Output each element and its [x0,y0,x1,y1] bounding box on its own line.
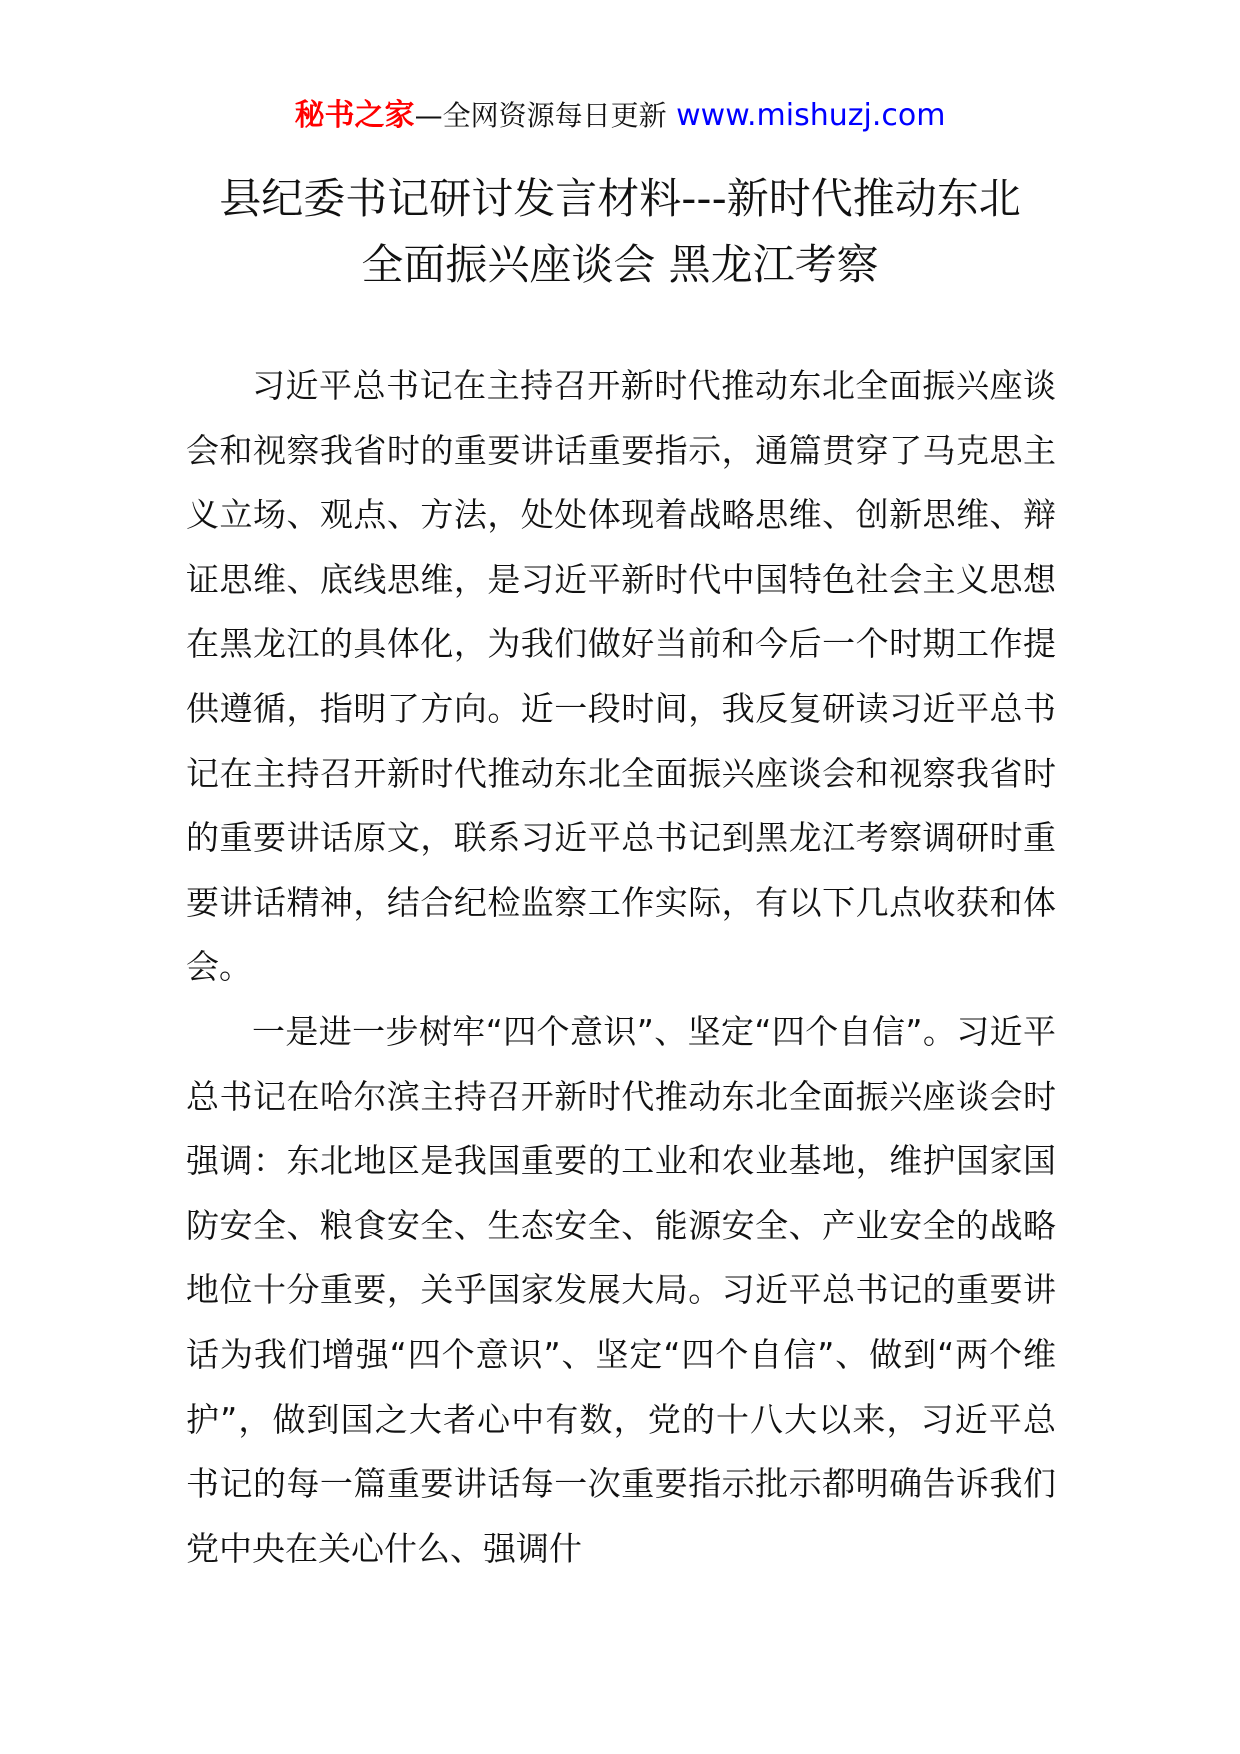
site-tagline: —全网资源每日更新 [414,99,667,132]
body-paragraph-1: 习近平总书记在主持召开新时代推动东北全面振兴座谈会和视察我省时的重要讲话重要指示，通篇贯穿了马克思主义立场、观点、方法，处处体现着战略思维、创新思维、辩证思维、底线思维，是习近平新时代中国特色社会主义思想在黑龙江的具体化，为我们做好当前和今后一个时期工作提供遵循，指明了方向。近一段时间，我反复研读习近平总书记在主持召开新时代推动东北全面振兴座谈会和视察我省时的重要讲话原文，联系习近平总书记到黑龙江考察调研时重要讲话精神，结合纪检监察工作实际，有以下几点收获和体会。 [186,366,1056,987]
document-title [160,166,1080,298]
document-title-line-2: 全面振兴座谈会 黑龙江考察 [361,240,879,289]
document-title-line-1: 县纪委书记研讨发言材料---新时代推动东北 [219,174,1021,223]
site-name: 秘书之家 [294,98,415,133]
document-body [186,354,1056,1581]
site-url-link[interactable]: www.mishuzj.com [676,98,946,133]
site-header [0,96,1240,136]
body-paragraph-2: 一是进一步树牢“四个意识”、坚定“四个自信”。习近平总书记在哈尔滨主持召开新时代推动东北全面振兴座谈会时强调：东北地区是我国重要的工业和农业基地，维护国家国防安全、粮食安全、生态安全、能源安全、产业安全的战略地位十分重要，关乎国家发展大局。习近平总书记的重要讲话为我们增强“四个意识”、坚定“四个自信”、做到“两个维护”，做到国之大者心中有数，党的十八大以来，习近平总书记的每一篇重要讲话每一次重要指示批示都明确告诉我们党中央在关心什么、强调什 [186,1011,1056,1568]
